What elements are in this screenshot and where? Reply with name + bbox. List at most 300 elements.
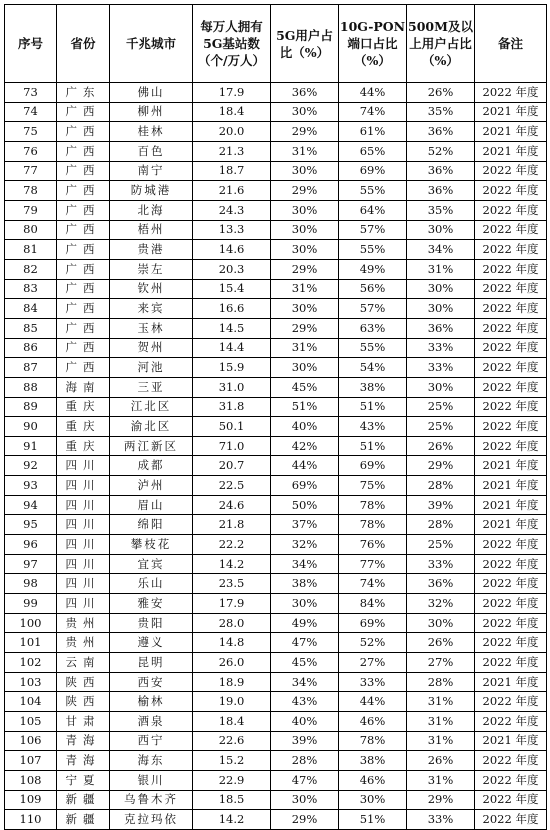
cell-5g-user-ratio: 29%	[271, 122, 339, 142]
cell-province: 广西	[57, 240, 110, 260]
cell-5g-user-ratio: 30%	[271, 220, 339, 240]
table-row	[5, 810, 547, 830]
cell-10g-pon-ratio: 69%	[339, 456, 407, 476]
cell-5g-base-stations: 50.1	[193, 417, 271, 437]
cell-index: 108	[5, 770, 57, 790]
cell-10g-pon-ratio: 52%	[339, 633, 407, 653]
table-row	[5, 731, 547, 751]
cell-5g-user-ratio: 43%	[271, 692, 339, 712]
cell-province: 四川	[57, 594, 110, 614]
cell-province: 四川	[57, 515, 110, 535]
cell-5g-base-stations: 14.8	[193, 633, 271, 653]
cell-province: 广西	[57, 122, 110, 142]
cell-500m-user-ratio: 30%	[407, 279, 475, 299]
cell-note: 2022 年度	[475, 712, 547, 732]
cell-index: 104	[5, 692, 57, 712]
cell-province: 广东	[57, 83, 110, 103]
cell-500m-user-ratio: 26%	[407, 633, 475, 653]
cell-500m-user-ratio: 36%	[407, 161, 475, 181]
cell-5g-user-ratio: 30%	[271, 594, 339, 614]
table-row	[5, 790, 547, 810]
cell-500m-user-ratio: 30%	[407, 220, 475, 240]
cell-5g-base-stations: 20.7	[193, 456, 271, 476]
table-row	[5, 161, 547, 181]
cell-index: 81	[5, 240, 57, 260]
cell-index: 74	[5, 102, 57, 122]
cell-5g-base-stations: 22.2	[193, 535, 271, 555]
cell-5g-base-stations: 20.3	[193, 259, 271, 279]
cell-city: 佛山	[110, 83, 193, 103]
table-row	[5, 220, 547, 240]
cell-5g-user-ratio: 51%	[271, 397, 339, 417]
cell-500m-user-ratio: 25%	[407, 535, 475, 555]
cell-10g-pon-ratio: 30%	[339, 790, 407, 810]
cell-5g-base-stations: 23.5	[193, 574, 271, 594]
cell-province: 陕西	[57, 672, 110, 692]
cell-note: 2022 年度	[475, 436, 547, 456]
cell-10g-pon-ratio: 61%	[339, 122, 407, 142]
cell-5g-base-stations: 14.2	[193, 810, 271, 830]
cell-province: 贵州	[57, 613, 110, 633]
cell-5g-base-stations: 31.8	[193, 397, 271, 417]
cell-500m-user-ratio: 35%	[407, 102, 475, 122]
cell-5g-base-stations: 24.3	[193, 200, 271, 220]
cell-city: 桂林	[110, 122, 193, 142]
cell-city: 西宁	[110, 731, 193, 751]
table-row	[5, 417, 547, 437]
cell-index: 109	[5, 790, 57, 810]
table-row	[5, 554, 547, 574]
cell-5g-user-ratio: 42%	[271, 436, 339, 456]
cell-index: 94	[5, 495, 57, 515]
cell-index: 102	[5, 653, 57, 673]
cell-5g-user-ratio: 31%	[271, 338, 339, 358]
cell-city: 眉山	[110, 495, 193, 515]
cell-5g-base-stations: 71.0	[193, 436, 271, 456]
cell-500m-user-ratio: 36%	[407, 318, 475, 338]
cell-province: 广西	[57, 220, 110, 240]
cell-10g-pon-ratio: 55%	[339, 338, 407, 358]
cell-city: 北海	[110, 200, 193, 220]
cell-5g-base-stations: 31.0	[193, 377, 271, 397]
table-row	[5, 259, 547, 279]
cell-note: 2022 年度	[475, 653, 547, 673]
table-row	[5, 692, 547, 712]
table-row	[5, 338, 547, 358]
cell-note: 2022 年度	[475, 574, 547, 594]
cell-5g-base-stations: 15.4	[193, 279, 271, 299]
cell-city: 防城港	[110, 181, 193, 201]
cell-city: 贺州	[110, 338, 193, 358]
table-row	[5, 102, 547, 122]
cell-city: 两江新区	[110, 436, 193, 456]
cell-10g-pon-ratio: 78%	[339, 731, 407, 751]
cell-5g-user-ratio: 29%	[271, 181, 339, 201]
header-note: 备注	[475, 5, 547, 83]
cell-index: 101	[5, 633, 57, 653]
cell-10g-pon-ratio: 55%	[339, 181, 407, 201]
cell-500m-user-ratio: 31%	[407, 259, 475, 279]
table-row	[5, 613, 547, 633]
table-row	[5, 574, 547, 594]
cell-5g-user-ratio: 34%	[271, 672, 339, 692]
cell-5g-user-ratio: 30%	[271, 161, 339, 181]
cell-5g-base-stations: 21.8	[193, 515, 271, 535]
cell-10g-pon-ratio: 46%	[339, 770, 407, 790]
cell-province: 青海	[57, 731, 110, 751]
cell-note: 2022 年度	[475, 790, 547, 810]
cell-index: 75	[5, 122, 57, 142]
cell-index: 110	[5, 810, 57, 830]
cell-note: 2022 年度	[475, 633, 547, 653]
cell-index: 87	[5, 358, 57, 378]
cell-500m-user-ratio: 34%	[407, 240, 475, 260]
cell-index: 100	[5, 613, 57, 633]
cell-note: 2022 年度	[475, 240, 547, 260]
cell-province: 新疆	[57, 790, 110, 810]
cell-5g-user-ratio: 49%	[271, 613, 339, 633]
cell-index: 78	[5, 181, 57, 201]
table-row	[5, 436, 547, 456]
table-row	[5, 456, 547, 476]
cell-5g-base-stations: 14.4	[193, 338, 271, 358]
cell-500m-user-ratio: 33%	[407, 554, 475, 574]
cell-500m-user-ratio: 26%	[407, 436, 475, 456]
cell-index: 73	[5, 83, 57, 103]
cell-5g-user-ratio: 47%	[271, 770, 339, 790]
cell-index: 89	[5, 397, 57, 417]
cell-note: 2022 年度	[475, 220, 547, 240]
cell-note: 2022 年度	[475, 318, 547, 338]
cell-10g-pon-ratio: 74%	[339, 574, 407, 594]
table-row	[5, 141, 547, 161]
cell-10g-pon-ratio: 56%	[339, 279, 407, 299]
cell-500m-user-ratio: 36%	[407, 181, 475, 201]
cell-city: 梧州	[110, 220, 193, 240]
cell-10g-pon-ratio: 38%	[339, 751, 407, 771]
cell-500m-user-ratio: 28%	[407, 515, 475, 535]
table-row	[5, 770, 547, 790]
cell-note: 2021 年度	[475, 122, 547, 142]
cell-5g-user-ratio: 28%	[271, 751, 339, 771]
cell-5g-base-stations: 15.2	[193, 751, 271, 771]
cell-note: 2022 年度	[475, 810, 547, 830]
cell-5g-base-stations: 24.6	[193, 495, 271, 515]
cell-5g-base-stations: 22.5	[193, 476, 271, 496]
cell-index: 76	[5, 141, 57, 161]
cell-note: 2021 年度	[475, 476, 547, 496]
cell-5g-user-ratio: 30%	[271, 299, 339, 319]
cell-province: 四川	[57, 476, 110, 496]
cell-note: 2022 年度	[475, 397, 547, 417]
cell-500m-user-ratio: 31%	[407, 712, 475, 732]
cell-note: 2021 年度	[475, 672, 547, 692]
cell-5g-user-ratio: 29%	[271, 810, 339, 830]
cell-province: 海南	[57, 377, 110, 397]
cell-5g-base-stations: 26.0	[193, 653, 271, 673]
cell-5g-user-ratio: 44%	[271, 456, 339, 476]
cell-500m-user-ratio: 26%	[407, 83, 475, 103]
cell-10g-pon-ratio: 75%	[339, 476, 407, 496]
cell-province: 广西	[57, 161, 110, 181]
cell-note: 2022 年度	[475, 751, 547, 771]
cell-province: 广西	[57, 299, 110, 319]
header-10g-pon-ratio: 10G-PON端口占比（%）	[339, 5, 407, 83]
cell-province: 广西	[57, 181, 110, 201]
cell-5g-user-ratio: 30%	[271, 790, 339, 810]
cell-note: 2022 年度	[475, 83, 547, 103]
cell-province: 重庆	[57, 417, 110, 437]
cell-index: 93	[5, 476, 57, 496]
cell-city: 三亚	[110, 377, 193, 397]
table-row	[5, 377, 547, 397]
cell-province: 广西	[57, 141, 110, 161]
cell-5g-user-ratio: 30%	[271, 358, 339, 378]
cell-10g-pon-ratio: 51%	[339, 397, 407, 417]
cell-city: 贵阳	[110, 613, 193, 633]
cell-5g-base-stations: 14.6	[193, 240, 271, 260]
cell-5g-user-ratio: 50%	[271, 495, 339, 515]
table-row	[5, 181, 547, 201]
cell-province: 四川	[57, 495, 110, 515]
cell-province: 广西	[57, 318, 110, 338]
cell-10g-pon-ratio: 49%	[339, 259, 407, 279]
cell-5g-base-stations: 14.2	[193, 554, 271, 574]
cell-500m-user-ratio: 26%	[407, 751, 475, 771]
cell-province: 宁夏	[57, 770, 110, 790]
cell-province: 重庆	[57, 397, 110, 417]
cell-10g-pon-ratio: 76%	[339, 535, 407, 555]
cell-city: 百色	[110, 141, 193, 161]
cell-note: 2022 年度	[475, 554, 547, 574]
table-body	[5, 83, 547, 830]
cell-note: 2021 年度	[475, 141, 547, 161]
cell-note: 2022 年度	[475, 259, 547, 279]
cell-city: 崇左	[110, 259, 193, 279]
cell-10g-pon-ratio: 69%	[339, 613, 407, 633]
cell-10g-pon-ratio: 78%	[339, 515, 407, 535]
cell-index: 96	[5, 535, 57, 555]
cell-5g-user-ratio: 31%	[271, 141, 339, 161]
table-row	[5, 653, 547, 673]
cell-city: 贵港	[110, 240, 193, 260]
cell-city: 银川	[110, 770, 193, 790]
cell-10g-pon-ratio: 63%	[339, 318, 407, 338]
cell-note: 2021 年度	[475, 731, 547, 751]
table-row	[5, 633, 547, 653]
cell-5g-base-stations: 20.0	[193, 122, 271, 142]
cell-10g-pon-ratio: 54%	[339, 358, 407, 378]
header-province: 省份	[57, 5, 110, 83]
header-5g-base-stations: 每万人拥有5G基站数（个/万人）	[193, 5, 271, 83]
cell-index: 84	[5, 299, 57, 319]
cell-500m-user-ratio: 28%	[407, 476, 475, 496]
gigabit-city-table	[4, 4, 547, 830]
table-row	[5, 279, 547, 299]
cell-5g-user-ratio: 29%	[271, 259, 339, 279]
cell-500m-user-ratio: 27%	[407, 653, 475, 673]
cell-province: 贵州	[57, 633, 110, 653]
cell-5g-user-ratio: 30%	[271, 240, 339, 260]
cell-500m-user-ratio: 30%	[407, 299, 475, 319]
cell-index: 99	[5, 594, 57, 614]
cell-10g-pon-ratio: 38%	[339, 377, 407, 397]
cell-city: 雅安	[110, 594, 193, 614]
cell-10g-pon-ratio: 57%	[339, 299, 407, 319]
cell-10g-pon-ratio: 51%	[339, 810, 407, 830]
table-row	[5, 712, 547, 732]
cell-city: 榆林	[110, 692, 193, 712]
cell-index: 95	[5, 515, 57, 535]
cell-note: 2022 年度	[475, 358, 547, 378]
cell-province: 广西	[57, 358, 110, 378]
table-row	[5, 299, 547, 319]
cell-5g-user-ratio: 69%	[271, 476, 339, 496]
cell-note: 2022 年度	[475, 161, 547, 181]
cell-5g-user-ratio: 37%	[271, 515, 339, 535]
cell-5g-base-stations: 15.9	[193, 358, 271, 378]
cell-500m-user-ratio: 31%	[407, 692, 475, 712]
cell-city: 宜宾	[110, 554, 193, 574]
cell-5g-user-ratio: 29%	[271, 318, 339, 338]
cell-500m-user-ratio: 25%	[407, 417, 475, 437]
cell-10g-pon-ratio: 77%	[339, 554, 407, 574]
cell-5g-base-stations: 19.0	[193, 692, 271, 712]
cell-province: 云南	[57, 653, 110, 673]
header-city: 千兆城市	[110, 5, 193, 83]
table-row	[5, 476, 547, 496]
cell-5g-base-stations: 21.6	[193, 181, 271, 201]
cell-province: 陕西	[57, 692, 110, 712]
table-row	[5, 318, 547, 338]
cell-5g-base-stations: 16.6	[193, 299, 271, 319]
header-500m-user-ratio: 500M及以上用户占比（%）	[407, 5, 475, 83]
cell-note: 2022 年度	[475, 613, 547, 633]
cell-province: 广西	[57, 279, 110, 299]
cell-5g-user-ratio: 39%	[271, 731, 339, 751]
cell-500m-user-ratio: 33%	[407, 338, 475, 358]
cell-500m-user-ratio: 39%	[407, 495, 475, 515]
header-5g-user-ratio: 5G用户占比（%）	[271, 5, 339, 83]
cell-10g-pon-ratio: 69%	[339, 161, 407, 181]
cell-note: 2021 年度	[475, 102, 547, 122]
table-row	[5, 358, 547, 378]
cell-10g-pon-ratio: 51%	[339, 436, 407, 456]
cell-note: 2022 年度	[475, 279, 547, 299]
cell-5g-base-stations: 21.3	[193, 141, 271, 161]
cell-index: 88	[5, 377, 57, 397]
cell-10g-pon-ratio: 33%	[339, 672, 407, 692]
cell-city: 攀枝花	[110, 535, 193, 555]
cell-5g-base-stations: 17.9	[193, 594, 271, 614]
cell-note: 2022 年度	[475, 594, 547, 614]
cell-city: 遵义	[110, 633, 193, 653]
cell-note: 2022 年度	[475, 377, 547, 397]
cell-500m-user-ratio: 35%	[407, 200, 475, 220]
cell-city: 酒泉	[110, 712, 193, 732]
cell-5g-user-ratio: 40%	[271, 417, 339, 437]
cell-500m-user-ratio: 28%	[407, 672, 475, 692]
cell-province: 四川	[57, 456, 110, 476]
cell-index: 79	[5, 200, 57, 220]
cell-note: 2021 年度	[475, 456, 547, 476]
table-row	[5, 672, 547, 692]
cell-city: 南宁	[110, 161, 193, 181]
cell-5g-base-stations: 17.9	[193, 83, 271, 103]
cell-10g-pon-ratio: 74%	[339, 102, 407, 122]
cell-note: 2021 年度	[475, 515, 547, 535]
cell-5g-base-stations: 18.9	[193, 672, 271, 692]
cell-5g-base-stations: 18.5	[193, 790, 271, 810]
cell-10g-pon-ratio: 46%	[339, 712, 407, 732]
cell-city: 绵阳	[110, 515, 193, 535]
cell-500m-user-ratio: 31%	[407, 770, 475, 790]
cell-5g-user-ratio: 36%	[271, 83, 339, 103]
cell-city: 钦州	[110, 279, 193, 299]
cell-note: 2022 年度	[475, 299, 547, 319]
cell-city: 成都	[110, 456, 193, 476]
table-row	[5, 594, 547, 614]
cell-note: 2022 年度	[475, 181, 547, 201]
cell-index: 103	[5, 672, 57, 692]
cell-province: 新疆	[57, 810, 110, 830]
cell-city: 江北区	[110, 397, 193, 417]
cell-10g-pon-ratio: 44%	[339, 692, 407, 712]
cell-index: 92	[5, 456, 57, 476]
cell-500m-user-ratio: 30%	[407, 613, 475, 633]
table-row	[5, 240, 547, 260]
cell-index: 77	[5, 161, 57, 181]
cell-index: 97	[5, 554, 57, 574]
cell-index: 106	[5, 731, 57, 751]
cell-500m-user-ratio: 36%	[407, 122, 475, 142]
cell-5g-user-ratio: 32%	[271, 535, 339, 555]
table-row	[5, 83, 547, 103]
cell-5g-base-stations: 22.9	[193, 770, 271, 790]
cell-city: 乌鲁木齐	[110, 790, 193, 810]
table-header	[5, 5, 547, 83]
cell-5g-base-stations: 28.0	[193, 613, 271, 633]
cell-city: 海东	[110, 751, 193, 771]
cell-province: 广西	[57, 102, 110, 122]
cell-10g-pon-ratio: 78%	[339, 495, 407, 515]
cell-5g-user-ratio: 30%	[271, 200, 339, 220]
cell-city: 昆明	[110, 653, 193, 673]
cell-city: 河池	[110, 358, 193, 378]
cell-index: 90	[5, 417, 57, 437]
cell-500m-user-ratio: 36%	[407, 574, 475, 594]
cell-10g-pon-ratio: 44%	[339, 83, 407, 103]
cell-5g-user-ratio: 34%	[271, 554, 339, 574]
cell-index: 107	[5, 751, 57, 771]
cell-index: 82	[5, 259, 57, 279]
cell-5g-user-ratio: 45%	[271, 653, 339, 673]
table-row	[5, 535, 547, 555]
cell-province: 广西	[57, 259, 110, 279]
cell-city: 西安	[110, 672, 193, 692]
cell-500m-user-ratio: 30%	[407, 377, 475, 397]
cell-city: 渝北区	[110, 417, 193, 437]
cell-5g-user-ratio: 31%	[271, 279, 339, 299]
table-row	[5, 397, 547, 417]
cell-index: 98	[5, 574, 57, 594]
cell-province: 青海	[57, 751, 110, 771]
cell-province: 广西	[57, 200, 110, 220]
table-row	[5, 751, 547, 771]
cell-5g-user-ratio: 40%	[271, 712, 339, 732]
table-row	[5, 515, 547, 535]
cell-5g-base-stations: 18.7	[193, 161, 271, 181]
